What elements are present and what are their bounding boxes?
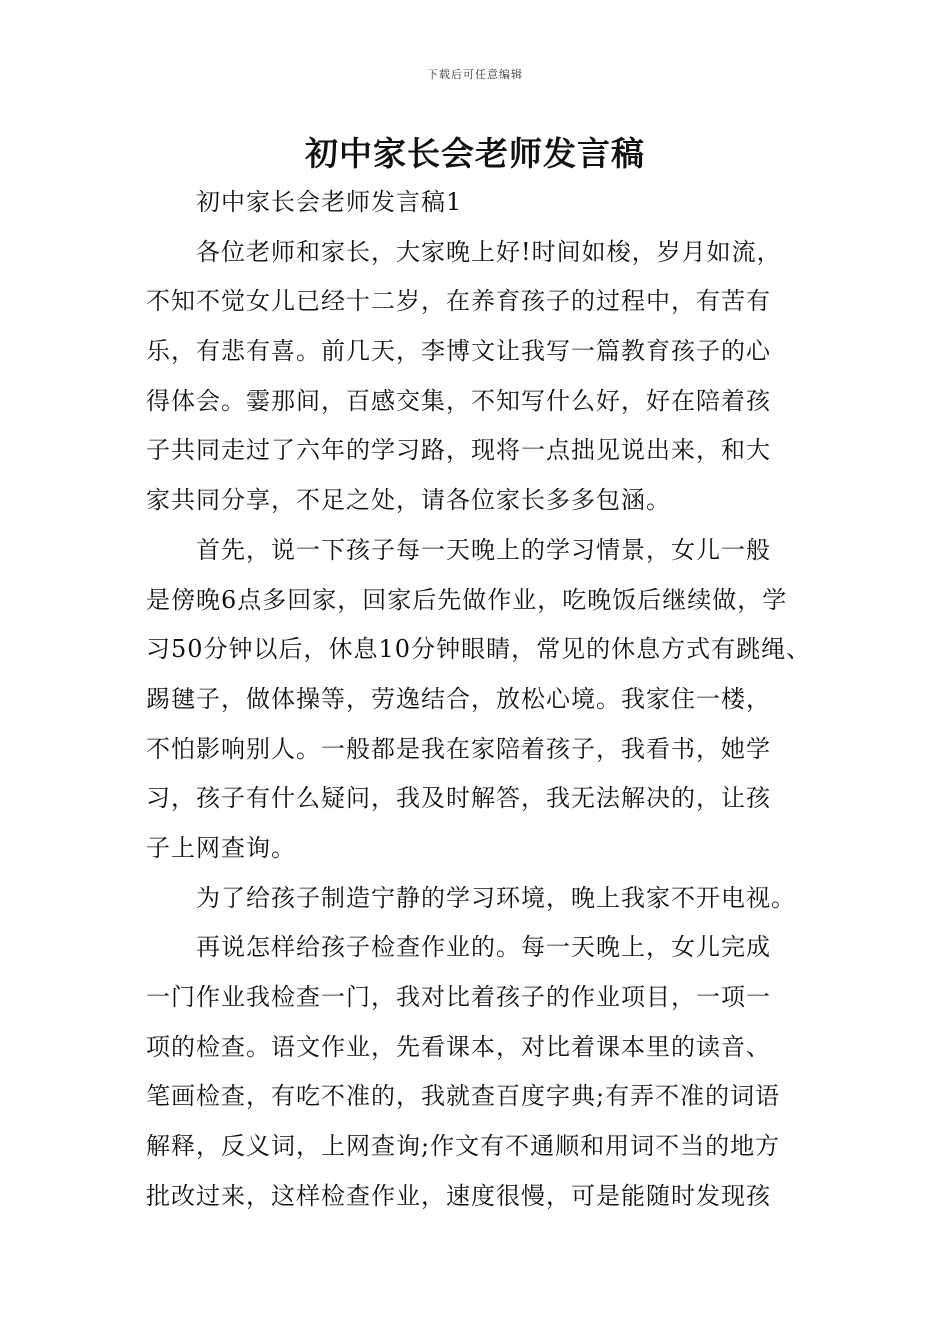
text-line: 习50分钟以后，休息10分钟眼睛，常见的休息方式有跳绳、 bbox=[146, 635, 812, 664]
text-line: 是傍晚6点多回家，回家后先做作业，吃晚饭后继续做，学 bbox=[146, 585, 788, 614]
text-line: 解释，反义词，上网查询;作文有不通顺和用词不当的地方 bbox=[146, 1132, 781, 1161]
text-line: 初中家长会老师发言稿1 bbox=[196, 188, 463, 216]
header-note: 下载后可任意编辑 bbox=[427, 68, 523, 81]
text-line: 项的检查。语文作业，先看课本，对比着课本里的读音、 bbox=[146, 1032, 771, 1061]
document-title: 初中家长会老师发言稿 bbox=[305, 134, 645, 173]
text-line: 踢毽子，做体操等，劳逸结合，放松心境。我家住一楼， bbox=[146, 684, 771, 713]
text-line: 批改过来，这样检查作业，速度很慢，可是能随时发现孩 bbox=[146, 1181, 771, 1210]
text-line: 子共同走过了六年的学习路，现将一点拙见说出来，和大 bbox=[146, 436, 771, 465]
text-line: 不怕影响别人。一般都是我在家陪着孩子，我看书，她学 bbox=[146, 734, 771, 763]
text-line: 首先，说一下孩子每一天晚上的学习情景，女儿一般 bbox=[196, 535, 771, 564]
text-line: 再说怎样给孩子检查作业的。每一天晚上，女儿完成 bbox=[196, 933, 771, 962]
text-line: 子上网查询。 bbox=[146, 833, 296, 862]
text-line: 各位老师和家长，大家晚上好!时间如梭，岁月如流， bbox=[196, 237, 782, 266]
text-line: 笔画检查，有吃不准的，我就查百度字典;有弄不准的词语 bbox=[146, 1082, 781, 1111]
text-line: 得体会。霎那间，百感交集，不知写什么好，好在陪着孩 bbox=[146, 386, 771, 415]
text-line: 家共同分享，不足之处，请各位家长多多包涵。 bbox=[146, 486, 671, 515]
text-line: 乐，有悲有喜。前几天，李博文让我写一篇教育孩子的心 bbox=[146, 337, 771, 366]
document-body bbox=[146, 178, 812, 1221]
text-line: 为了给孩子制造宁静的学习环境，晚上我家不开电视。 bbox=[196, 883, 796, 912]
text-line: 习，孩子有什么疑问，我及时解答，我无法解决的，让孩 bbox=[146, 784, 771, 813]
text-line: 不知不觉女儿已经十二岁，在养育孩子的过程中，有苦有 bbox=[146, 287, 771, 316]
text-line: 一门作业我检查一门，我对比着孩子的作业项目，一项一 bbox=[146, 983, 771, 1011]
